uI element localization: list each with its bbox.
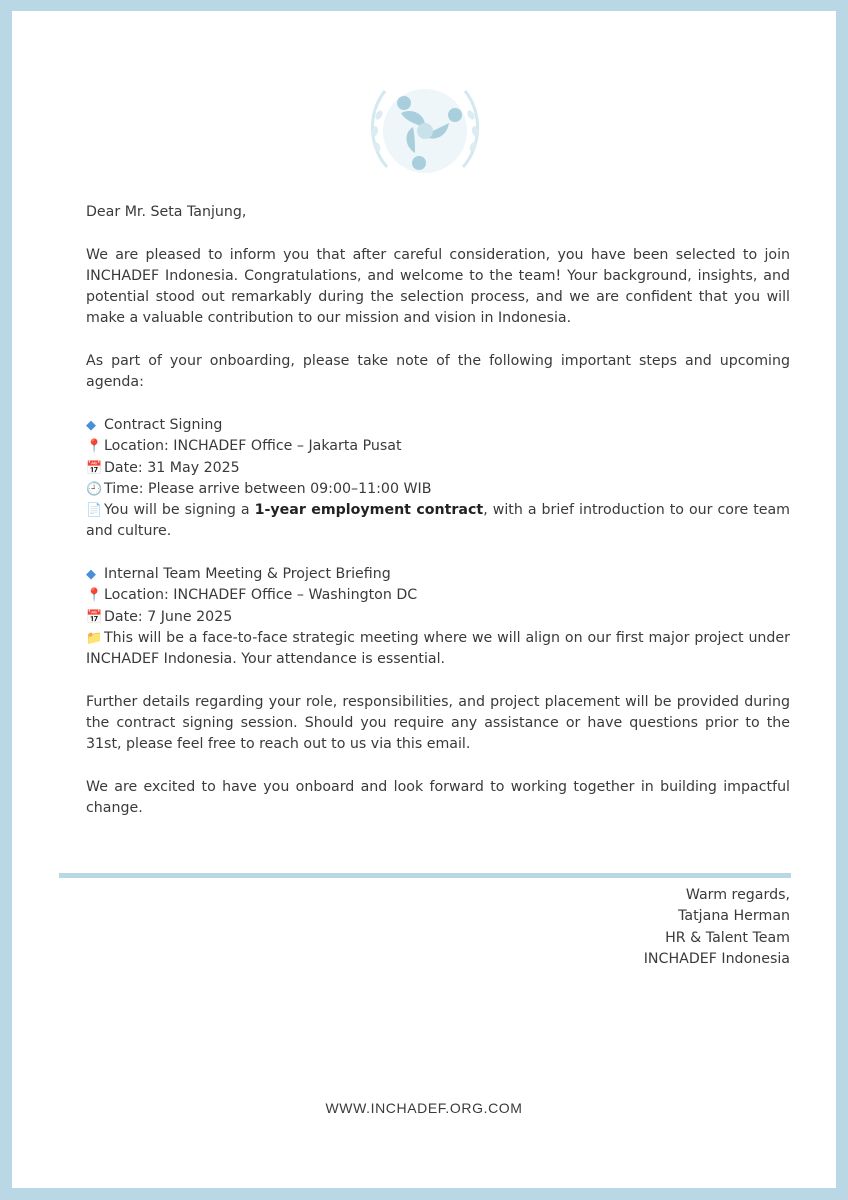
pin-icon: 📍: [86, 439, 103, 455]
signer-name: Tatjana Herman: [678, 908, 790, 925]
folder-icon: 📁: [86, 630, 103, 646]
agenda-item-meeting: [86, 564, 790, 670]
paragraph-details: Further details regarding your role, responsibilities, and project placement will be provided during the contract signing session. Should you require any assistance or have questions prior to the 31st, please feel free to reach out to us via this email.: [86, 693, 790, 753]
logo-emblem-icon: [361, 67, 489, 195]
paragraph-closing: We are excited to have you onboard and look forward to working together in building impactful change.: [86, 779, 790, 817]
closing: Warm regards,: [685, 887, 790, 903]
salutation: Dear Mr. Seta Tanjung,: [86, 204, 247, 220]
footer-website: WWW.INCHADEF.ORG.COM: [325, 1100, 523, 1116]
agenda-location: Location: INCHADEF Office – Washington DC: [104, 587, 418, 604]
paragraph-onboarding: As part of your onboarding, please take note of the following important steps and upcoming agenda:: [86, 353, 790, 391]
signer-org: INCHADEF Indonesia: [643, 950, 790, 967]
agenda-note: This will be a face-to-face strategic meeting where we will align on our first major project under INCHADEF Indonesia. Your attendance is essential.: [86, 629, 790, 668]
document-icon: 📄: [86, 503, 103, 519]
agenda-note-post: , with a brief introduction to our core team and culture.: [86, 502, 791, 540]
agenda-time: Time: Please arrive between 09:00–11:00 WIB: [104, 480, 432, 497]
signature-block: [644, 885, 790, 970]
footer-divider: [59, 873, 791, 878]
clock-icon: 🕘: [86, 481, 103, 497]
agenda-item-contract: [86, 415, 790, 543]
pin-icon: 📍: [86, 588, 103, 604]
paragraph-intro: We are pleased to inform you that after careful consideration, you have been selected to join INCHADEF Indonesia. Congratulations, and welcome to the team! Your background, insights, and potential stood out remarkably during the selection process, and we are confident that you will make a valuable contribution to our mission and vision in Indonesia.: [86, 246, 790, 327]
letter-page: [12, 11, 836, 1188]
agenda-date: Date: 31 May 2025: [104, 459, 240, 476]
agenda-title: Internal Team Meeting & Project Briefing: [104, 566, 391, 583]
diamond-icon: ◆: [86, 417, 96, 433]
signer-team: HR & Talent Team: [665, 929, 790, 946]
calendar-icon: 📅: [86, 609, 103, 625]
agenda-note-pre: You will be signing a: [104, 502, 255, 519]
agenda-note-bold: 1-year employment contract: [254, 502, 484, 519]
letter-body: [86, 202, 790, 820]
agenda-title: Contract Signing: [104, 416, 223, 433]
agenda-location: Location: INCHADEF Office – Jakarta Pusat: [104, 438, 402, 455]
agenda-date: Date: 7 June 2025: [104, 608, 233, 625]
diamond-icon: ◆: [86, 567, 96, 583]
calendar-icon: 📅: [86, 460, 103, 476]
